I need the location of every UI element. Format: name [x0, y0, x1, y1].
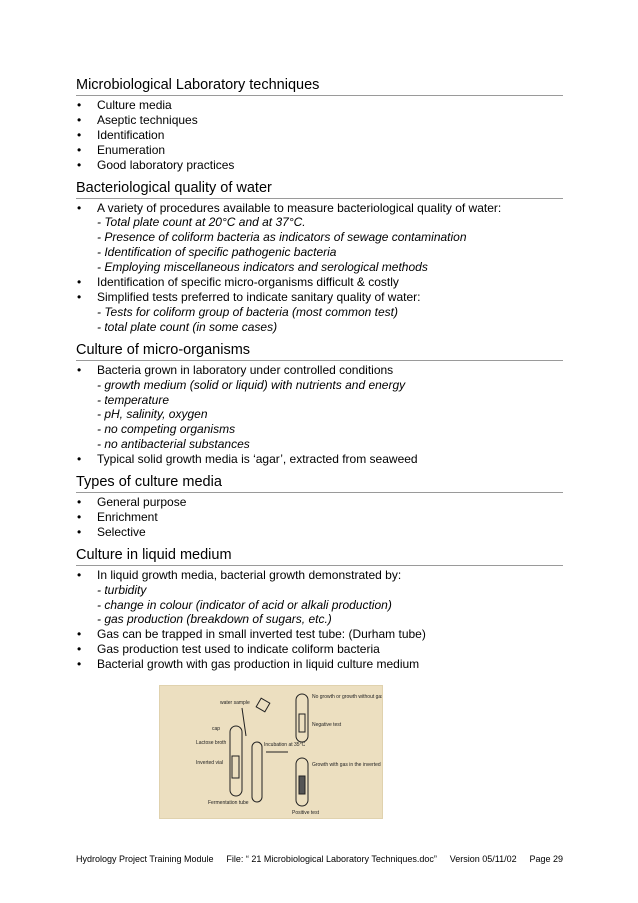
list-item-text: Enrichment: [97, 509, 158, 524]
sub-item: - Tests for coliform group of bacteria (most common test): [97, 304, 398, 319]
list-item: [76, 143, 563, 158]
list-item: [76, 158, 563, 173]
negative-vial-shape: [299, 714, 305, 732]
list-item: [76, 98, 563, 113]
list-item: [76, 627, 563, 642]
fermentation-diagram: [160, 686, 382, 818]
cap-shape: [256, 698, 270, 712]
section: [76, 179, 563, 335]
list-item: [76, 495, 563, 510]
list-item-text: Enumeration: [97, 142, 166, 157]
list-item-text: Gas can be trapped in small inverted test tube: (Durham tube): [97, 627, 426, 642]
bullet-list: [76, 201, 563, 335]
section-title: Types of culture media: [76, 473, 563, 493]
list-item-text: Identification of specific micro-organisms difficult & costly: [97, 275, 399, 290]
list-item-text: In liquid growth media, bacterial growth demonstrated by:: [97, 567, 402, 582]
section-title: Culture in liquid medium: [76, 546, 563, 566]
pipette-shape: [242, 708, 246, 736]
list-item-text: General purpose: [97, 495, 187, 510]
list-item-text: A variety of procedures available to measure bacteriological quality of water:: [97, 200, 502, 215]
fermentation-tube-figure: [159, 685, 383, 819]
positive-vial-shape: [299, 776, 305, 794]
list-item: [76, 525, 563, 540]
list-item-text: Typical solid growth media is ‘agar’, extracted from seaweed: [97, 452, 418, 467]
section: [76, 546, 563, 672]
section: [76, 76, 563, 173]
sub-item: - Employing miscellaneous indicators and serological methods: [97, 260, 428, 275]
sub-item: - no competing organisms: [97, 422, 236, 437]
sub-item: - Identification of specific pathogenic bacteria: [97, 245, 337, 260]
sub-item: - temperature: [97, 392, 170, 407]
list-item: [76, 657, 563, 672]
list-item: [76, 642, 563, 657]
inverted-vial-shape: [232, 756, 239, 778]
sub-item: - turbidity: [97, 582, 147, 597]
footer-page: Page 29: [529, 854, 563, 864]
bullet-list: [76, 98, 563, 173]
list-item: [76, 290, 563, 335]
list-item: [76, 201, 563, 276]
sub-item: - change in colour (indicator of acid or alkali production): [97, 597, 392, 612]
footer-version: Version 05/11/02: [449, 854, 517, 864]
list-item-text: Culture media: [97, 98, 172, 112]
list-item: [76, 568, 563, 628]
list-item: [76, 510, 563, 525]
list-item-text: Gas production test used to indicate coliform bacteria: [97, 642, 380, 657]
document-body: [76, 76, 563, 672]
label-no-growth: No growth or growth without gas: [312, 694, 382, 700]
list-item: [76, 128, 563, 143]
list-item-text: Aseptic techniques: [97, 112, 198, 127]
section: [76, 473, 563, 540]
footer-module: Hydrology Project Training Module: [76, 854, 214, 864]
sub-item: - growth medium (solid or liquid) with nutrients and energy: [97, 377, 406, 392]
label-negative-test: Negative test: [312, 722, 342, 728]
list-item-text: Selective: [97, 524, 146, 539]
label-cap: cap: [212, 726, 221, 732]
sub-item: - no antibacterial substances: [97, 437, 250, 452]
sub-item: - total plate count (in some cases): [97, 319, 278, 334]
section-title: Microbiological Laboratory techniques: [76, 76, 563, 96]
bullet-list: [76, 568, 563, 672]
label-inverted-vial: Inverted vial: [196, 760, 223, 766]
section-title: Bacteriological quality of water: [76, 179, 563, 199]
list-item-text: Bacterial growth with gas production in liquid culture medium: [97, 657, 420, 672]
bullet-list: [76, 363, 563, 467]
sub-item: - pH, salinity, oxygen: [97, 407, 208, 422]
footer-file: File: “ 21 Microbiological Laboratory Techniques.doc”: [226, 854, 437, 864]
page-footer: [76, 853, 563, 865]
section: [76, 341, 563, 467]
incubation-tube-shape: [252, 742, 262, 802]
bullet-list: [76, 495, 563, 540]
label-fermentation-tube: Fermentation tube: [208, 800, 249, 806]
list-item-text: Identification: [97, 127, 165, 142]
list-item: [76, 452, 563, 467]
section-title: Culture of micro-organisms: [76, 341, 563, 361]
list-item-text: Good laboratory practices: [97, 157, 235, 172]
list-item-text: Bacteria grown in laboratory under controlled conditions: [97, 362, 394, 377]
sub-item: - Total plate count at 20°C and at 37°C.: [97, 215, 306, 230]
sub-item: - Presence of coliform bacteria as indicators of sewage contamination: [97, 230, 467, 245]
list-item-text: Simplified tests preferred to indicate sanitary quality of water:: [97, 289, 421, 304]
negative-tube-shape: [296, 694, 308, 742]
label-positive-test: Positive test: [292, 810, 319, 816]
label-lactose-broth: Lactose broth: [196, 740, 227, 746]
label-growth-gas: Growth with gas in the inverted vial: [312, 762, 382, 768]
sub-item: - gas production (breakdown of sugars, etc.): [97, 612, 332, 627]
list-item: [76, 363, 563, 452]
label-incubation: Incubation at 35°C: [264, 742, 306, 748]
label-water-sample: water sample: [220, 700, 250, 706]
list-item: [76, 275, 563, 290]
list-item: [76, 113, 563, 128]
